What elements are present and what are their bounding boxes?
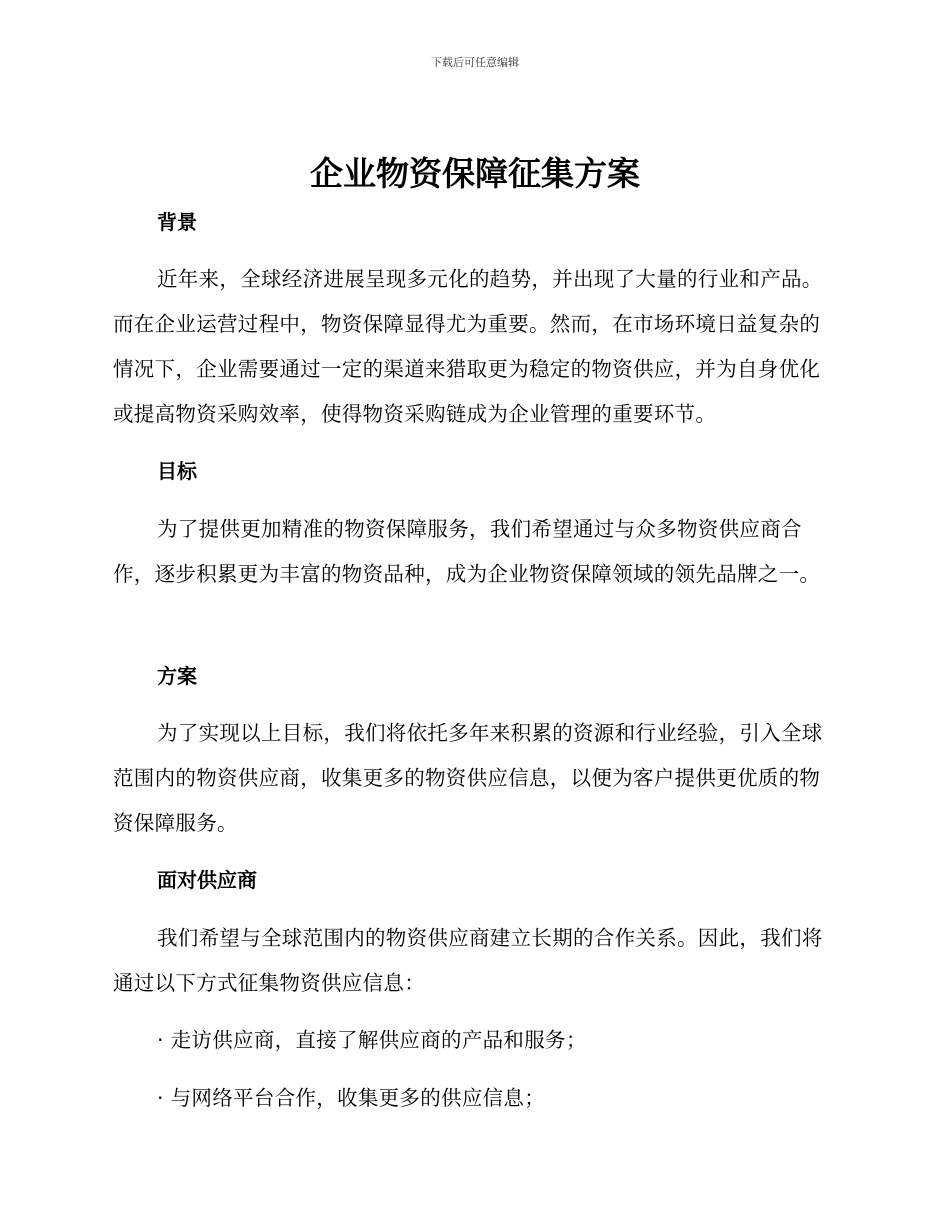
section-paragraph-plan: 为了实现以上目标，我们将依托多年来积累的资源和行业经验，引入全球范围内的物资供应商，收集更多的物资供应信息，以便为客户提供更优质的物资保障服务。	[113, 721, 823, 835]
bullet-item: · 与网络平台合作，收集更多的供应信息；	[157, 1086, 546, 1110]
section-heading-plan: 方案	[157, 664, 197, 688]
section-heading-suppliers: 面对供应商	[157, 868, 257, 892]
section-heading-goal: 目标	[157, 459, 197, 483]
section-paragraph-suppliers: 我们希望与全球范围内的物资供应商建立长期的合作关系。因此，我们将通过以下方式征集物资供应信息：	[113, 926, 823, 995]
section-heading-background: 背景	[157, 210, 197, 234]
section-paragraph-background: 近年来，全球经济进展呈现多元化的趋势，并出现了大量的行业和产品。而在企业运营过程中，物资保障显得尤为重要。然而，在市场环境日益复杂的情况下，企业需要通过一定的渠道来猎取更为稳定的物资供应，并为自身优化或提高物资采购效率，使得物资采购链成为企业管理的重要环节。	[113, 267, 823, 426]
document-title: 企业物资保障征集方案	[310, 154, 640, 193]
header-note: 下载后可任意编辑	[431, 56, 519, 69]
section-paragraph-goal: 为了提供更加精准的物资保障服务，我们希望通过与众多物资供应商合作，逐步积累更为丰富的物资品种，成为企业物资保障领域的领先品牌之一。	[113, 517, 821, 586]
bullet-item: · 走访供应商，直接了解供应商的产品和服务；	[157, 1028, 587, 1052]
